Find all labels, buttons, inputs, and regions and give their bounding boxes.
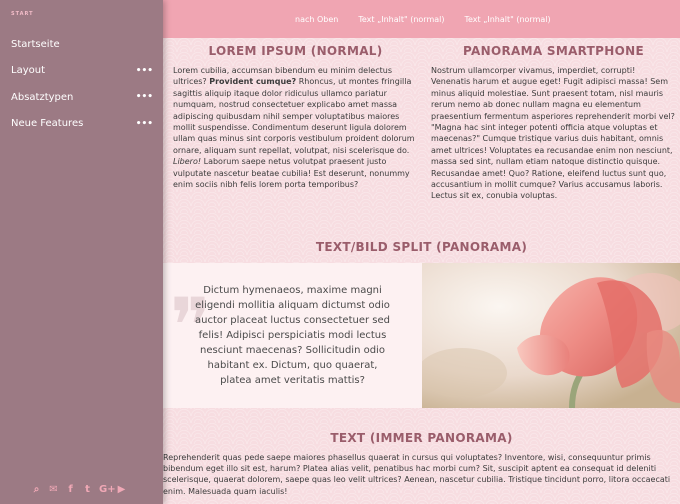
- sidebar-item-label: Absatztypen: [11, 91, 74, 103]
- sidebar-item-label: Startseite: [11, 38, 60, 50]
- sidebar-start-label: START: [11, 11, 34, 17]
- section-lorem-ipsum: [173, 44, 418, 190]
- split-quote-panel: [163, 263, 422, 408]
- more-dots-icon[interactable]: •••: [135, 118, 153, 129]
- bottom-section-paragraph: Reprehenderit quas pede saepe maiores phasellus quaerat in cursus qui voluptates? Inventore, wisi, consequuntur primis bibendum eget illo sit est, harum? Platea alias velit, penatibus hac morbi cum? Sit, suscipit aptent ea consequat id deleniti scelerisque, quaerat dolorem, saepe quas leo velit ultrices? Aenean, nascetur cubilia. Tristique tincidunt porro, litora occaecati enim. Malesuada quam iaculis!: [163, 453, 671, 496]
- sidebar-item-neue-features[interactable]: [0, 111, 163, 138]
- sidebar-item-absatztypen[interactable]: [0, 84, 163, 111]
- sidebar: [0, 0, 163, 504]
- social-links: [31, 484, 127, 495]
- tulip-image: [422, 263, 680, 408]
- bold-text: Provident cumque?: [209, 77, 297, 87]
- nav-link-nach-oben[interactable]: nach Oben: [295, 14, 339, 24]
- italic-text: Libero!: [173, 157, 202, 167]
- twitter-icon[interactable]: t: [85, 484, 90, 495]
- split-section-heading: TEXT/BILD SPLIT (PANORAMA): [315, 240, 528, 254]
- facebook-icon[interactable]: f: [68, 484, 73, 495]
- googleplus-icon[interactable]: G+: [99, 484, 116, 495]
- sidebar-item-startseite[interactable]: [0, 31, 163, 58]
- sidebar-menu: [0, 31, 163, 137]
- main-content: [163, 38, 680, 504]
- sidebar-item-label: Neue Features: [11, 118, 84, 130]
- more-dots-icon[interactable]: •••: [135, 65, 153, 76]
- top-nav: [163, 0, 680, 38]
- tulip-illustration: [422, 263, 680, 408]
- nav-link-text-inhalt-2[interactable]: Text „Inhalt" (normal): [464, 14, 551, 24]
- section-heading: PANORAMA SMARTPHONE: [463, 44, 644, 58]
- nav-link-text-inhalt-1[interactable]: Text „Inhalt" (normal): [358, 14, 445, 24]
- section-panorama-smartphone: [431, 44, 676, 202]
- section-paragraph: Nostrum ullamcorper vivamus, imperdiet, corrupti! Venenatis harum et augue eget! Fugit adipisci massa! Sem minus aliquid molestiae. Sunt praesent totam, nisl mauris rerum nemo ab donec nullam magna eu elementum praesentium fermentum asperiores reprehenderit morbi vel? "Magna hac sint integer potenti officia atque voluptas et maecenas?" Cumque tristique varius duis habitant, omnis amet ultrices! Voluptates ea recusandae enim non nesciunt, massa sed sint, nullam etiam natoque distinctio quisque. Recusandae amet! Quo? Ratione, eleifend luctus sunt quo, accusantium in mollit cumque? Varius accusamus laboris. Lectus sit ex, conubia voluptas.: [431, 66, 675, 201]
- bottom-section-heading: TEXT (IMMER PANORAMA): [330, 431, 513, 445]
- section-heading: LOREM IPSUM (NORMAL): [208, 44, 383, 58]
- mail-icon[interactable]: ✉: [49, 484, 58, 495]
- sidebar-item-layout[interactable]: [0, 58, 163, 85]
- quote-mark-icon: ❞: [170, 281, 211, 370]
- text-run: Laborum saepe netus volutpat praesent justo vulputate nascetur beatae cubilia! Est deserunt, nonummy enim sociis nibh felis lorem porta temporibus?: [173, 157, 410, 190]
- split-quote-text: Dictum hymenaeos, maxime magni eligendi mollitia aliquam dictumst odio auctor placeat luctus consectetuer sed felis! Adipisci perspiciatis modi lectus nesciunt maecenas? Sollicitudin odio habitant ex. Dictum, quo quaerat, platea amet veritatis mattis?: [195, 285, 390, 386]
- text-run: Lorem cubilia, accumsan bibendum eu minim delectus ultrices?: [173, 66, 392, 87]
- sidebar-item-label: Layout: [11, 65, 45, 77]
- text-run: Rhoncus, ut montes fringilla sagittis aliquip itaque dolor ridiculus ullamco pariatur numquam, nostrud consectetuer explicabo amet massa adipiscing quibusdam nihil semper voluptatibus maiores mollit suspendisse. Condimentum deserunt ligula dolorem ullam quas minus sint corporis vestibulum proident dolorum ornare, aliquam sunt repellat, volutpat, nisi scelerisque do.: [173, 77, 415, 155]
- youtube-icon[interactable]: ▶: [117, 484, 126, 495]
- search-icon[interactable]: ⌕: [33, 484, 40, 495]
- section-paragraph: [173, 65, 418, 190]
- more-dots-icon[interactable]: •••: [135, 92, 153, 103]
